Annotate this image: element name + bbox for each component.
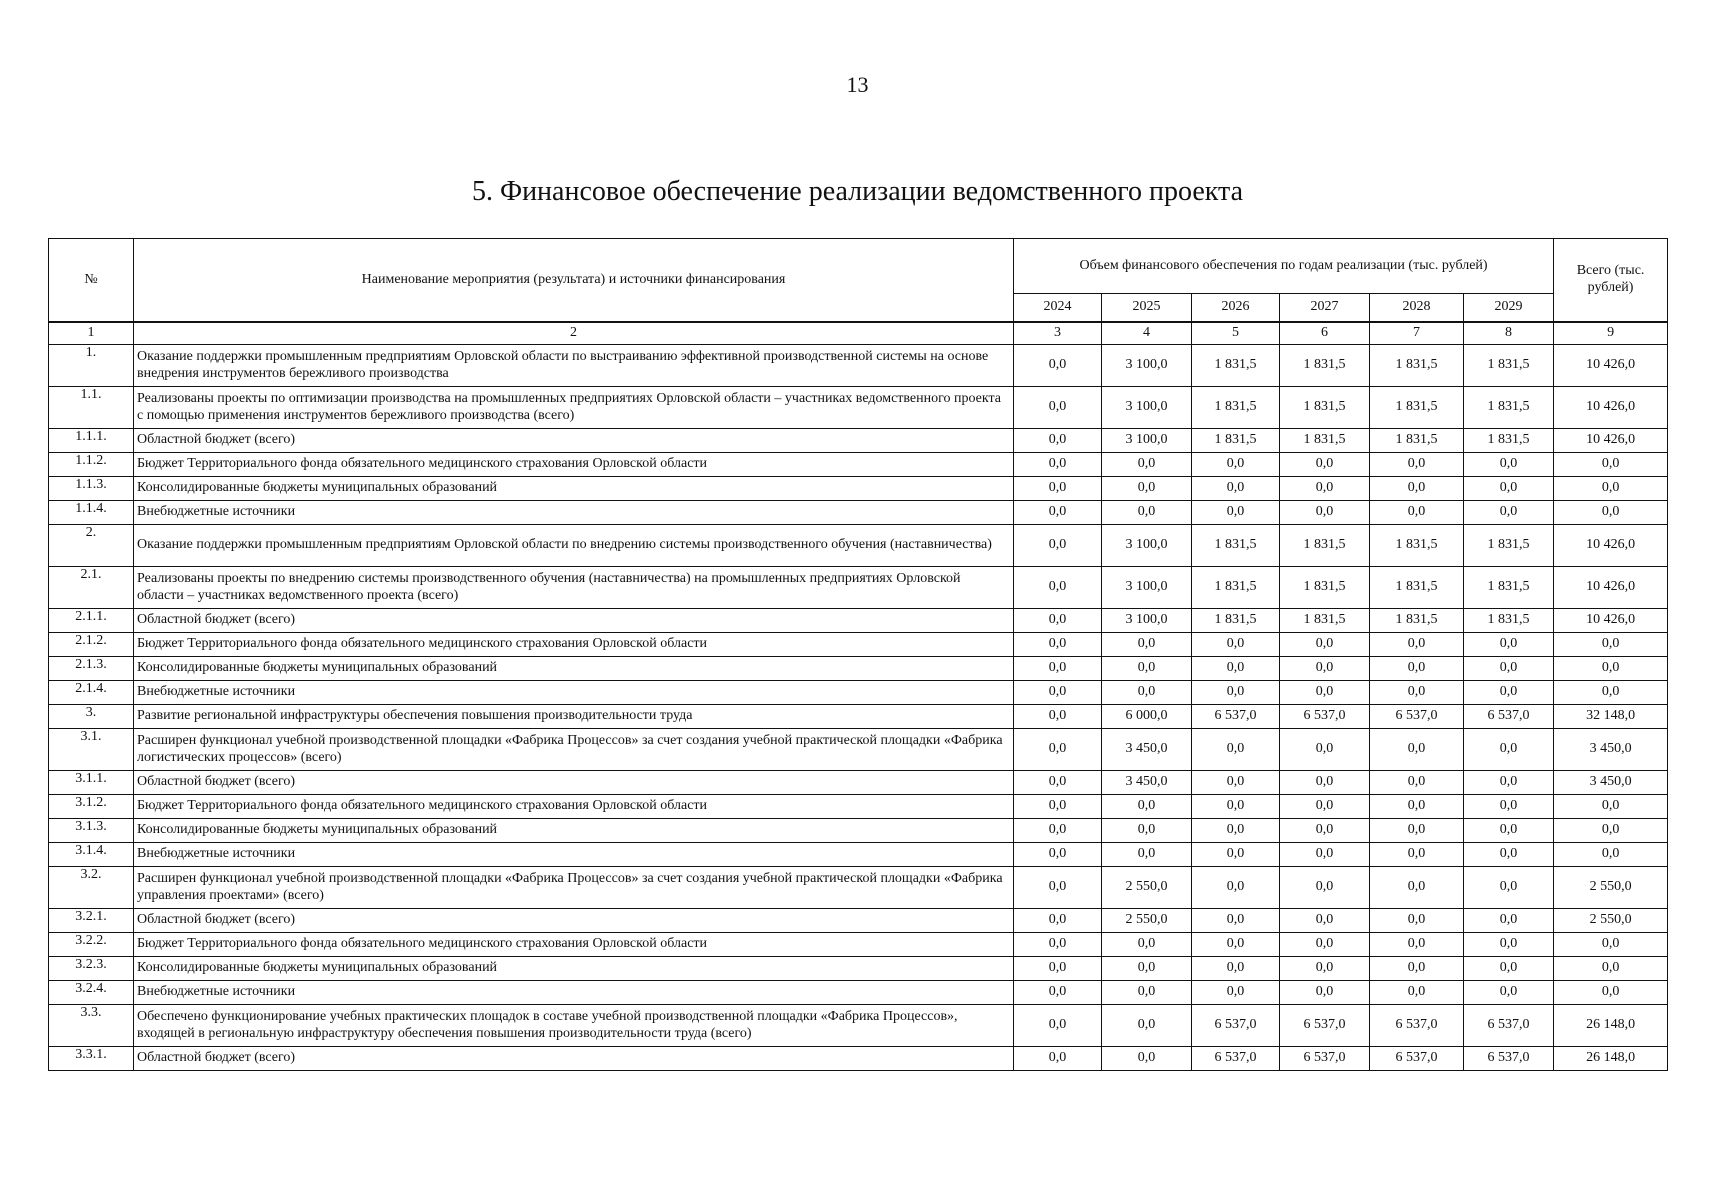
row-number: 1.1.2. xyxy=(49,453,134,477)
table-row xyxy=(49,981,1668,1005)
row-number: 3.1.1. xyxy=(49,771,134,795)
row-year-value: 1 831,5 xyxy=(1280,609,1370,633)
row-year-value: 0,0 xyxy=(1102,1047,1192,1071)
row-total-value: 0,0 xyxy=(1554,933,1668,957)
row-year-value: 0,0 xyxy=(1192,681,1280,705)
row-number: 2.1.2. xyxy=(49,633,134,657)
table-row xyxy=(49,795,1668,819)
row-name: Бюджет Территориального фонда обязательного медицинского страхования Орловской области xyxy=(134,633,1014,657)
row-year-value: 0,0 xyxy=(1370,867,1464,909)
row-year-value: 1 831,5 xyxy=(1370,525,1464,567)
row-year-value: 6 537,0 xyxy=(1280,1005,1370,1047)
row-year-value: 0,0 xyxy=(1464,795,1554,819)
page-number: 13 xyxy=(846,72,869,97)
row-name: Реализованы проекты по внедрению системы производственного обучения (наставничества) на промышленных предприятиях Орловской области – участниках ведомственного проекта (всего) xyxy=(134,567,1014,609)
row-name: Областной бюджет (всего) xyxy=(134,429,1014,453)
row-year-value: 0,0 xyxy=(1464,729,1554,771)
row-year-value: 0,0 xyxy=(1192,819,1280,843)
row-year-value: 6 537,0 xyxy=(1192,1047,1280,1071)
row-number: 2.1.1. xyxy=(49,609,134,633)
row-year-value: 0,0 xyxy=(1014,909,1102,933)
financing-table xyxy=(48,238,1668,1071)
row-year-value: 0,0 xyxy=(1102,453,1192,477)
header-year: 2024 xyxy=(1014,294,1102,323)
row-name: Областной бюджет (всего) xyxy=(134,909,1014,933)
row-year-value: 0,0 xyxy=(1192,771,1280,795)
row-year-value: 0,0 xyxy=(1192,453,1280,477)
table-row xyxy=(49,525,1668,567)
row-year-value: 0,0 xyxy=(1464,843,1554,867)
row-name: Внебюджетные источники xyxy=(134,501,1014,525)
row-year-value: 0,0 xyxy=(1192,477,1280,501)
table-row xyxy=(49,1005,1668,1047)
table-row xyxy=(49,729,1668,771)
row-number: 3.3. xyxy=(49,1005,134,1047)
row-total-value: 10 426,0 xyxy=(1554,429,1668,453)
table-row xyxy=(49,867,1668,909)
row-year-value: 0,0 xyxy=(1370,501,1464,525)
header-year: 2028 xyxy=(1370,294,1464,323)
column-number: 3 xyxy=(1014,322,1102,345)
table-row xyxy=(49,501,1668,525)
row-year-value: 1 831,5 xyxy=(1464,525,1554,567)
row-year-value: 0,0 xyxy=(1014,387,1102,429)
row-year-value: 0,0 xyxy=(1464,681,1554,705)
row-year-value: 0,0 xyxy=(1014,657,1102,681)
row-number: 3.2.3. xyxy=(49,957,134,981)
row-total-value: 10 426,0 xyxy=(1554,525,1668,567)
row-year-value: 0,0 xyxy=(1014,429,1102,453)
table-row xyxy=(49,681,1668,705)
row-year-value: 1 831,5 xyxy=(1280,387,1370,429)
row-year-value: 0,0 xyxy=(1014,477,1102,501)
row-total-value: 3 450,0 xyxy=(1554,729,1668,771)
row-year-value: 0,0 xyxy=(1014,795,1102,819)
row-year-value: 0,0 xyxy=(1370,981,1464,1005)
table-row xyxy=(49,1047,1668,1071)
row-name: Консолидированные бюджеты муниципальных образований xyxy=(134,819,1014,843)
column-number: 2 xyxy=(134,322,1014,345)
row-number: 3.2. xyxy=(49,867,134,909)
row-number: 2. xyxy=(49,525,134,567)
row-year-value: 1 831,5 xyxy=(1192,567,1280,609)
column-number: 7 xyxy=(1370,322,1464,345)
table-row xyxy=(49,609,1668,633)
row-year-value: 0,0 xyxy=(1014,567,1102,609)
table-body xyxy=(49,345,1668,1071)
row-year-value: 0,0 xyxy=(1102,477,1192,501)
row-total-value: 10 426,0 xyxy=(1554,387,1668,429)
row-total-value: 26 148,0 xyxy=(1554,1047,1668,1071)
row-year-value: 0,0 xyxy=(1370,681,1464,705)
row-name: Внебюджетные источники xyxy=(134,981,1014,1005)
row-year-value: 1 831,5 xyxy=(1464,345,1554,387)
header-year: 2027 xyxy=(1280,294,1370,323)
row-year-value: 0,0 xyxy=(1280,843,1370,867)
row-total-value: 0,0 xyxy=(1554,477,1668,501)
row-year-value: 6 537,0 xyxy=(1192,1005,1280,1047)
row-number: 2.1.3. xyxy=(49,657,134,681)
row-year-value: 0,0 xyxy=(1464,957,1554,981)
row-name: Внебюджетные источники xyxy=(134,681,1014,705)
row-year-value: 0,0 xyxy=(1014,933,1102,957)
row-year-value: 0,0 xyxy=(1014,771,1102,795)
row-year-value: 0,0 xyxy=(1192,501,1280,525)
row-year-value: 0,0 xyxy=(1014,1047,1102,1071)
row-total-value: 2 550,0 xyxy=(1554,867,1668,909)
row-year-value: 1 831,5 xyxy=(1370,387,1464,429)
row-year-value: 0,0 xyxy=(1014,705,1102,729)
row-year-value: 3 100,0 xyxy=(1102,567,1192,609)
row-year-value: 0,0 xyxy=(1280,477,1370,501)
row-year-value: 0,0 xyxy=(1464,453,1554,477)
table-row xyxy=(49,345,1668,387)
row-number: 3.1.4. xyxy=(49,843,134,867)
row-year-value: 6 000,0 xyxy=(1102,705,1192,729)
row-year-value: 1 831,5 xyxy=(1280,567,1370,609)
table-row xyxy=(49,387,1668,429)
row-number: 3.2.1. xyxy=(49,909,134,933)
row-year-value: 1 831,5 xyxy=(1370,567,1464,609)
row-year-value: 0,0 xyxy=(1192,795,1280,819)
row-year-value: 0,0 xyxy=(1464,933,1554,957)
row-number: 3.2.2. xyxy=(49,933,134,957)
column-number: 1 xyxy=(49,322,134,345)
row-year-value: 1 831,5 xyxy=(1280,429,1370,453)
row-name: Реализованы проекты по оптимизации производства на промышленных предприятиях Орловской области – участниках ведомственного проекта с помощью применения инструментов бережливого производства (всего) xyxy=(134,387,1014,429)
row-year-value: 0,0 xyxy=(1192,909,1280,933)
row-year-value: 0,0 xyxy=(1464,501,1554,525)
header-year: 2025 xyxy=(1102,294,1192,323)
row-year-value: 1 831,5 xyxy=(1370,429,1464,453)
row-year-value: 0,0 xyxy=(1014,525,1102,567)
row-year-value: 0,0 xyxy=(1370,633,1464,657)
row-year-value: 0,0 xyxy=(1464,657,1554,681)
row-year-value: 6 537,0 xyxy=(1192,705,1280,729)
row-year-value: 6 537,0 xyxy=(1370,705,1464,729)
row-year-value: 1 831,5 xyxy=(1192,609,1280,633)
row-name: Бюджет Территориального фонда обязательного медицинского страхования Орловской области xyxy=(134,795,1014,819)
row-total-value: 0,0 xyxy=(1554,981,1668,1005)
row-number: 3. xyxy=(49,705,134,729)
row-year-value: 0,0 xyxy=(1014,729,1102,771)
row-year-value: 0,0 xyxy=(1014,345,1102,387)
row-year-value: 1 831,5 xyxy=(1192,345,1280,387)
row-year-value: 0,0 xyxy=(1370,453,1464,477)
row-year-value: 0,0 xyxy=(1192,657,1280,681)
row-year-value: 0,0 xyxy=(1102,981,1192,1005)
row-year-value: 0,0 xyxy=(1280,681,1370,705)
row-year-value: 6 537,0 xyxy=(1370,1047,1464,1071)
row-year-value: 0,0 xyxy=(1102,1005,1192,1047)
row-year-value: 3 450,0 xyxy=(1102,771,1192,795)
row-year-value: 3 450,0 xyxy=(1102,729,1192,771)
row-total-value: 0,0 xyxy=(1554,957,1668,981)
row-name: Областной бюджет (всего) xyxy=(134,771,1014,795)
row-year-value: 1 831,5 xyxy=(1192,525,1280,567)
section-title: 5. Финансовое обеспечение реализации ведомственного проекта xyxy=(471,176,1244,207)
row-year-value: 1 831,5 xyxy=(1370,345,1464,387)
row-year-value: 3 100,0 xyxy=(1102,525,1192,567)
table-row xyxy=(49,567,1668,609)
row-number: 1.1.3. xyxy=(49,477,134,501)
row-year-value: 0,0 xyxy=(1014,981,1102,1005)
table-row xyxy=(49,429,1668,453)
row-year-value: 0,0 xyxy=(1102,933,1192,957)
row-year-value: 1 831,5 xyxy=(1192,429,1280,453)
row-number: 1. xyxy=(49,345,134,387)
row-year-value: 0,0 xyxy=(1280,981,1370,1005)
row-year-value: 2 550,0 xyxy=(1102,909,1192,933)
row-year-value: 0,0 xyxy=(1370,843,1464,867)
table-row xyxy=(49,453,1668,477)
row-name: Бюджет Территориального фонда обязательного медицинского страхования Орловской области xyxy=(134,453,1014,477)
row-year-value: 0,0 xyxy=(1370,909,1464,933)
table-row xyxy=(49,771,1668,795)
row-year-value: 0,0 xyxy=(1014,867,1102,909)
row-name: Областной бюджет (всего) xyxy=(134,609,1014,633)
row-year-value: 3 100,0 xyxy=(1102,345,1192,387)
row-year-value: 0,0 xyxy=(1280,957,1370,981)
row-year-value: 1 831,5 xyxy=(1192,387,1280,429)
row-year-value: 0,0 xyxy=(1192,729,1280,771)
row-year-value: 0,0 xyxy=(1192,981,1280,1005)
header-year: 2026 xyxy=(1192,294,1280,323)
row-year-value: 0,0 xyxy=(1464,867,1554,909)
column-number: 4 xyxy=(1102,322,1192,345)
row-year-value: 0,0 xyxy=(1464,633,1554,657)
row-year-value: 0,0 xyxy=(1102,957,1192,981)
header-total: Всего (тыс. рублей) xyxy=(1554,239,1668,323)
row-year-value: 3 100,0 xyxy=(1102,609,1192,633)
row-year-value: 0,0 xyxy=(1464,981,1554,1005)
row-year-value: 3 100,0 xyxy=(1102,429,1192,453)
row-number: 3.1.2. xyxy=(49,795,134,819)
row-year-value: 0,0 xyxy=(1280,657,1370,681)
row-total-value: 0,0 xyxy=(1554,453,1668,477)
row-number: 3.2.4. xyxy=(49,981,134,1005)
row-year-value: 6 537,0 xyxy=(1464,705,1554,729)
column-number: 8 xyxy=(1464,322,1554,345)
row-year-value: 0,0 xyxy=(1370,957,1464,981)
row-year-value: 0,0 xyxy=(1280,909,1370,933)
row-year-value: 0,0 xyxy=(1102,657,1192,681)
row-total-value: 0,0 xyxy=(1554,795,1668,819)
row-year-value: 0,0 xyxy=(1280,819,1370,843)
header-name: Наименование мероприятия (результата) и источники финансирования xyxy=(134,239,1014,323)
row-year-value: 0,0 xyxy=(1102,843,1192,867)
row-year-value: 6 537,0 xyxy=(1464,1047,1554,1071)
row-name: Расширен функционал учебной производственной площадки «Фабрика Процессов» за счет создания учебной практической площадки «Фабрика управления проектами» (всего) xyxy=(134,867,1014,909)
row-year-value: 0,0 xyxy=(1102,819,1192,843)
row-total-value: 0,0 xyxy=(1554,657,1668,681)
row-year-value: 0,0 xyxy=(1370,477,1464,501)
row-name: Развитие региональной инфраструктуры обеспечения повышения производительности труда xyxy=(134,705,1014,729)
row-name: Областной бюджет (всего) xyxy=(134,1047,1014,1071)
row-year-value: 0,0 xyxy=(1370,657,1464,681)
row-name: Консолидированные бюджеты муниципальных образований xyxy=(134,957,1014,981)
row-year-value: 1 831,5 xyxy=(1464,567,1554,609)
row-total-value: 10 426,0 xyxy=(1554,609,1668,633)
row-year-value: 0,0 xyxy=(1192,633,1280,657)
header-year: 2029 xyxy=(1464,294,1554,323)
table-row xyxy=(49,705,1668,729)
row-year-value: 0,0 xyxy=(1014,957,1102,981)
row-name: Консолидированные бюджеты муниципальных образований xyxy=(134,477,1014,501)
row-number: 2.1. xyxy=(49,567,134,609)
row-number: 1.1.4. xyxy=(49,501,134,525)
row-year-value: 0,0 xyxy=(1280,501,1370,525)
row-total-value: 0,0 xyxy=(1554,681,1668,705)
row-year-value: 0,0 xyxy=(1014,609,1102,633)
row-total-value: 2 550,0 xyxy=(1554,909,1668,933)
row-name: Расширен функционал учебной производственной площадки «Фабрика Процессов» за счет создания учебной практической площадки «Фабрика логистических процессов» (всего) xyxy=(134,729,1014,771)
table-row xyxy=(49,909,1668,933)
row-total-value: 0,0 xyxy=(1554,843,1668,867)
row-year-value: 0,0 xyxy=(1102,795,1192,819)
row-year-value: 0,0 xyxy=(1464,909,1554,933)
header-volume: Объем финансового обеспечения по годам реализации (тыс. рублей) xyxy=(1014,239,1554,294)
table-row xyxy=(49,957,1668,981)
row-year-value: 1 831,5 xyxy=(1464,609,1554,633)
row-number: 2.1.4. xyxy=(49,681,134,705)
row-name: Внебюджетные источники xyxy=(134,843,1014,867)
row-year-value: 0,0 xyxy=(1102,681,1192,705)
table-row xyxy=(49,933,1668,957)
row-name: Оказание поддержки промышленным предприятиям Орловской области по внедрению системы производственного обучения (наставничества) xyxy=(134,525,1014,567)
row-year-value: 0,0 xyxy=(1192,867,1280,909)
row-total-value: 26 148,0 xyxy=(1554,1005,1668,1047)
row-year-value: 6 537,0 xyxy=(1464,1005,1554,1047)
row-year-value: 0,0 xyxy=(1014,843,1102,867)
table-row xyxy=(49,819,1668,843)
column-number: 9 xyxy=(1554,322,1668,345)
row-total-value: 32 148,0 xyxy=(1554,705,1668,729)
row-year-value: 0,0 xyxy=(1014,633,1102,657)
row-number: 1.1.1. xyxy=(49,429,134,453)
row-total-value: 3 450,0 xyxy=(1554,771,1668,795)
row-total-value: 0,0 xyxy=(1554,819,1668,843)
row-year-value: 1 831,5 xyxy=(1280,345,1370,387)
row-year-value: 1 831,5 xyxy=(1280,525,1370,567)
table-row xyxy=(49,657,1668,681)
table-row xyxy=(49,477,1668,501)
row-year-value: 0,0 xyxy=(1280,729,1370,771)
row-total-value: 10 426,0 xyxy=(1554,567,1668,609)
row-total-value: 0,0 xyxy=(1554,501,1668,525)
row-year-value: 0,0 xyxy=(1192,957,1280,981)
row-year-value: 0,0 xyxy=(1014,819,1102,843)
row-year-value: 3 100,0 xyxy=(1102,387,1192,429)
row-year-value: 1 831,5 xyxy=(1370,609,1464,633)
row-year-value: 0,0 xyxy=(1280,633,1370,657)
row-year-value: 6 537,0 xyxy=(1280,1047,1370,1071)
row-year-value: 0,0 xyxy=(1370,933,1464,957)
row-year-value: 6 537,0 xyxy=(1280,705,1370,729)
row-name: Обеспечено функционирование учебных практических площадок в составе учебной производственной площадки «Фабрика Процессов», входящей в региональную инфраструктуру обеспечения повышения производительности труда (всего) xyxy=(134,1005,1014,1047)
row-number: 3.1.3. xyxy=(49,819,134,843)
row-year-value: 0,0 xyxy=(1280,933,1370,957)
row-year-value: 0,0 xyxy=(1370,729,1464,771)
row-year-value: 0,0 xyxy=(1280,795,1370,819)
table-row xyxy=(49,633,1668,657)
header-num: № xyxy=(49,239,134,323)
row-year-value: 0,0 xyxy=(1192,843,1280,867)
row-year-value: 0,0 xyxy=(1464,477,1554,501)
row-name: Консолидированные бюджеты муниципальных образований xyxy=(134,657,1014,681)
row-number: 3.1. xyxy=(49,729,134,771)
row-year-value: 0,0 xyxy=(1014,501,1102,525)
row-year-value: 0,0 xyxy=(1014,453,1102,477)
row-number: 3.3.1. xyxy=(49,1047,134,1071)
column-number: 6 xyxy=(1280,322,1370,345)
row-year-value: 2 550,0 xyxy=(1102,867,1192,909)
row-year-value: 6 537,0 xyxy=(1370,1005,1464,1047)
row-year-value: 0,0 xyxy=(1370,819,1464,843)
row-year-value: 1 831,5 xyxy=(1464,387,1554,429)
row-year-value: 0,0 xyxy=(1464,819,1554,843)
row-year-value: 0,0 xyxy=(1464,771,1554,795)
row-year-value: 0,0 xyxy=(1280,867,1370,909)
row-year-value: 0,0 xyxy=(1280,453,1370,477)
row-year-value: 0,0 xyxy=(1102,633,1192,657)
row-year-value: 0,0 xyxy=(1014,681,1102,705)
row-year-value: 0,0 xyxy=(1280,771,1370,795)
row-year-value: 0,0 xyxy=(1192,933,1280,957)
table-row xyxy=(49,843,1668,867)
row-year-value: 0,0 xyxy=(1370,771,1464,795)
row-number: 1.1. xyxy=(49,387,134,429)
row-year-value: 0,0 xyxy=(1014,1005,1102,1047)
row-year-value: 1 831,5 xyxy=(1464,429,1554,453)
row-year-value: 0,0 xyxy=(1102,501,1192,525)
row-name: Оказание поддержки промышленным предприятиям Орловской области по выстраиванию эффективной производственной системы на основе внедрения инструментов бережливого производства xyxy=(134,345,1014,387)
row-year-value: 0,0 xyxy=(1370,795,1464,819)
row-total-value: 10 426,0 xyxy=(1554,345,1668,387)
row-total-value: 0,0 xyxy=(1554,633,1668,657)
column-number: 5 xyxy=(1192,322,1280,345)
row-name: Бюджет Территориального фонда обязательного медицинского страхования Орловской области xyxy=(134,933,1014,957)
